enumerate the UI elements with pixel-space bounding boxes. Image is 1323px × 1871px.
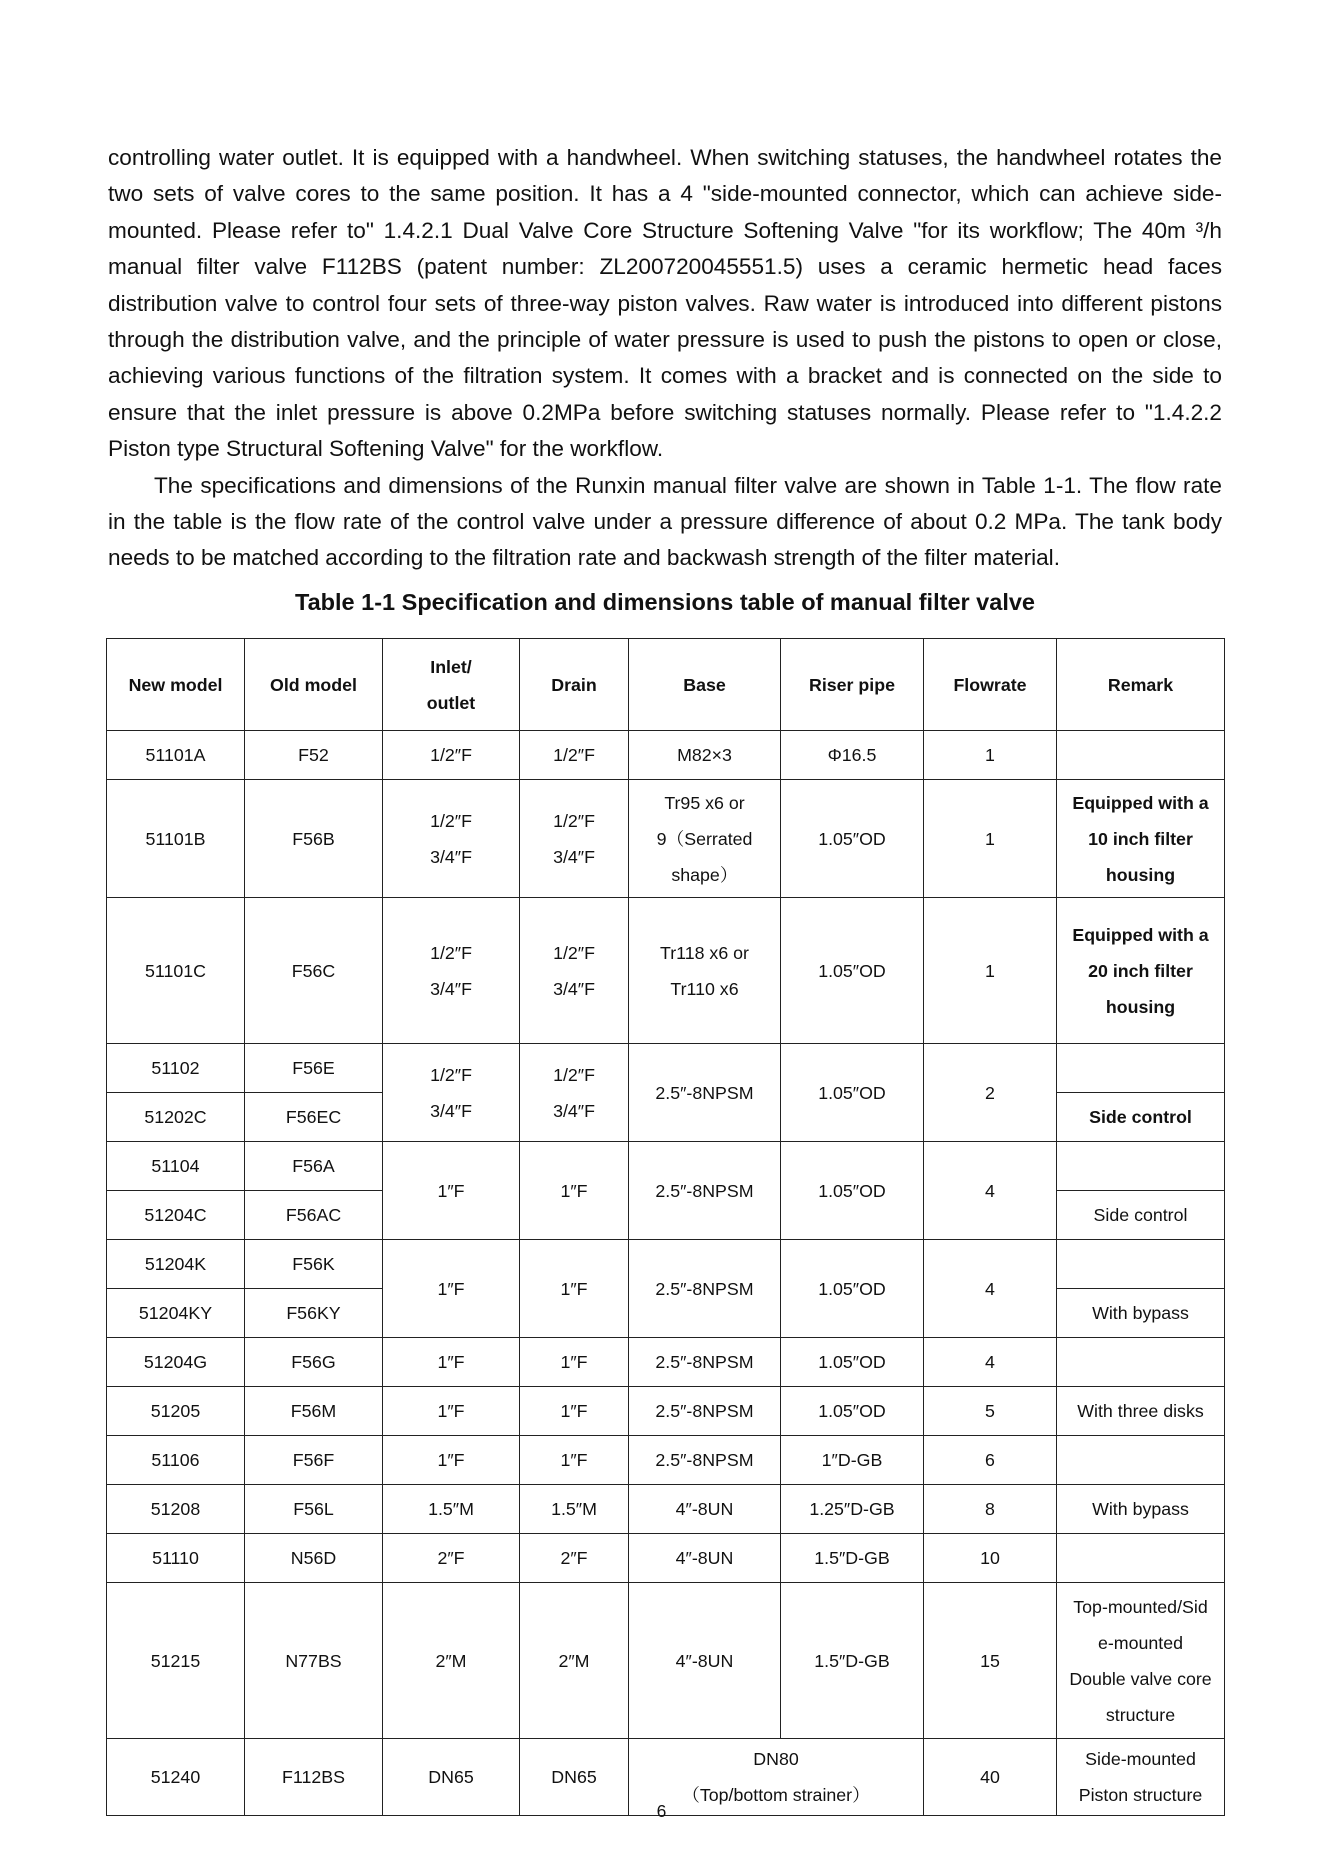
cell-flowrate: 10: [924, 1534, 1057, 1583]
cell-base: 2.5″-8NPSM: [629, 1338, 781, 1387]
cell-old-model: F56A: [245, 1142, 383, 1191]
cell-flowrate: 8: [924, 1485, 1057, 1534]
cell-remark: With bypass: [1057, 1289, 1225, 1338]
cell-old-model: F56K: [245, 1240, 383, 1289]
table-row: [107, 780, 1225, 898]
cell-riser: 1.05″OD: [781, 1338, 924, 1387]
cell-drain: 2″M: [520, 1583, 629, 1739]
cell-new-model: 51204K: [107, 1240, 245, 1289]
table-row: [107, 731, 1225, 780]
paragraph-1: controlling water outlet. It is equipped with a handwheel. When switching statuses, the handwheel rotates the two sets of valve cores to the same position. It has a 4 "side-mounted connector, which can achieve side-mounted. Please refer to" 1.4.2.1 Dual Valve Core Structure Softening Valve "for its workflow; The 40m ³/h manual filter valve F112BS (patent number: ZL200720045551.5) uses a ceramic hermetic head faces distribution valve to control four sets of three-way piston valves. Raw water is introduced into different pistons through the distribution valve, and the principle of water pressure is used to push the pistons to open or close, achieving various functions of the filtration system. It comes with a bracket and is connected on the side to ensure that the inlet pressure is above 0.2MPa before switching statuses normally. Please refer to "1.4.2.2 Piston type Structural Softening Valve" for the workflow.: [108, 145, 1222, 462]
cell-riser: 1.05″OD: [781, 1044, 924, 1142]
cell-drain: 1″F: [520, 1240, 629, 1338]
cell-inlet: 2″F: [383, 1534, 520, 1583]
cell-flowrate: 4: [924, 1240, 1057, 1338]
spec-table: [106, 638, 1225, 1816]
table-row: [107, 1142, 1225, 1191]
cell-old-model: F56F: [245, 1436, 383, 1485]
cell-base: 2.5″-8NPSM: [629, 1142, 781, 1240]
cell-drain: 1/2″F 3/4″F: [520, 780, 629, 898]
cell-old-model: F56KY: [245, 1289, 383, 1338]
cell-new-model: 51205: [107, 1387, 245, 1436]
cell-base: 2.5″-8NPSM: [629, 1387, 781, 1436]
cell-old-model: F56AC: [245, 1191, 383, 1240]
cell-riser: Φ16.5: [781, 731, 924, 780]
cell-flowrate: 1: [924, 731, 1057, 780]
cell-remark: With bypass: [1057, 1485, 1225, 1534]
cell-inlet: 1″F: [383, 1240, 520, 1338]
cell-flowrate: 1: [924, 898, 1057, 1044]
cell-remark: [1057, 1044, 1225, 1093]
cell-drain: 1.5″M: [520, 1485, 629, 1534]
cell-riser: 1.05″OD: [781, 898, 924, 1044]
cell-remark: Side control: [1057, 1093, 1225, 1142]
header-base: Base: [629, 639, 781, 731]
cell-remark: With three disks: [1057, 1387, 1225, 1436]
cell-base: 4″-8UN: [629, 1534, 781, 1583]
cell-new-model: 51208: [107, 1485, 245, 1534]
cell-old-model: F56L: [245, 1485, 383, 1534]
cell-drain: 1/2″F 3/4″F: [520, 1044, 629, 1142]
cell-remark: Equipped with a 20 inch filter housing: [1057, 898, 1225, 1044]
cell-remark: [1057, 1534, 1225, 1583]
cell-remark: Side-mounted Piston structure: [1057, 1739, 1225, 1816]
cell-riser: 1.25″D-GB: [781, 1485, 924, 1534]
cell-flowrate: 1: [924, 780, 1057, 898]
cell-new-model: 51204G: [107, 1338, 245, 1387]
cell-base: Tr95 x6 or 9（Serrated shape）: [629, 780, 781, 898]
cell-inlet: 1.5″M: [383, 1485, 520, 1534]
cell-drain: DN65: [520, 1739, 629, 1816]
cell-riser: 1.05″OD: [781, 780, 924, 898]
cell-new-model: 51101B: [107, 780, 245, 898]
cell-remark: Equipped with a 10 inch filter housing: [1057, 780, 1225, 898]
table-row: [107, 1044, 1225, 1093]
cell-inlet: 1″F: [383, 1142, 520, 1240]
table-row: [107, 1534, 1225, 1583]
cell-old-model: N56D: [245, 1534, 383, 1583]
cell-new-model: 51204C: [107, 1191, 245, 1240]
cell-drain: 1/2″F: [520, 731, 629, 780]
cell-inlet: 1″F: [383, 1338, 520, 1387]
cell-inlet: 1″F: [383, 1387, 520, 1436]
cell-inlet: 1/2″F 3/4″F: [383, 898, 520, 1044]
cell-new-model: 51215: [107, 1583, 245, 1739]
cell-old-model: F56C: [245, 898, 383, 1044]
cell-old-model: F56M: [245, 1387, 383, 1436]
cell-remark: [1057, 1142, 1225, 1191]
cell-drain: 2″F: [520, 1534, 629, 1583]
header-old-model: Old model: [245, 639, 383, 731]
header-flowrate: Flowrate: [924, 639, 1057, 731]
cell-base: 2.5″-8NPSM: [629, 1436, 781, 1485]
page-body: [108, 140, 1222, 623]
table-row: [107, 1387, 1225, 1436]
cell-new-model: 51106: [107, 1436, 245, 1485]
table-row: [107, 1338, 1225, 1387]
cell-new-model: 51102: [107, 1044, 245, 1093]
cell-inlet: 2″M: [383, 1583, 520, 1739]
header-new-model: New model: [107, 639, 245, 731]
cell-remark: Side control: [1057, 1191, 1225, 1240]
cell-flowrate: 4: [924, 1142, 1057, 1240]
table-row: [107, 1583, 1225, 1739]
table-row: [107, 1240, 1225, 1289]
header-inlet-outlet: Inlet/ outlet: [383, 639, 520, 731]
table-header-row: [107, 639, 1225, 731]
cell-flowrate: 2: [924, 1044, 1057, 1142]
cell-old-model: F56G: [245, 1338, 383, 1387]
cell-inlet: DN65: [383, 1739, 520, 1816]
table-row: [107, 898, 1225, 1044]
cell-drain: 1″F: [520, 1436, 629, 1485]
cell-base: 4″-8UN: [629, 1583, 781, 1739]
table-row: [107, 1485, 1225, 1534]
cell-remark: [1057, 1240, 1225, 1289]
cell-old-model: F56E: [245, 1044, 383, 1093]
header-riser-pipe: Riser pipe: [781, 639, 924, 731]
cell-drain: 1″F: [520, 1142, 629, 1240]
cell-riser: 1.05″OD: [781, 1240, 924, 1338]
header-remark: Remark: [1057, 639, 1225, 731]
cell-riser: 1″D-GB: [781, 1436, 924, 1485]
cell-inlet: 1/2″F 3/4″F: [383, 780, 520, 898]
cell-remark: [1057, 1338, 1225, 1387]
cell-old-model: F52: [245, 731, 383, 780]
cell-base-riser: DN80 （Top/bottom strainer）: [629, 1739, 924, 1816]
table-caption: Table 1-1 Specification and dimensions table of manual filter valve: [294, 588, 1035, 615]
cell-new-model: 51101A: [107, 731, 245, 780]
cell-base: Tr118 x6 or Tr110 x6: [629, 898, 781, 1044]
cell-new-model: 51202C: [107, 1093, 245, 1142]
cell-drain: 1″F: [520, 1338, 629, 1387]
table-row: [107, 1436, 1225, 1485]
cell-riser: 1.5″D-GB: [781, 1534, 924, 1583]
cell-drain: 1″F: [520, 1387, 629, 1436]
cell-old-model: F56EC: [245, 1093, 383, 1142]
cell-riser: 1.05″OD: [781, 1387, 924, 1436]
cell-inlet: 1/2″F 3/4″F: [383, 1044, 520, 1142]
cell-remark: [1057, 1436, 1225, 1485]
cell-inlet: 1/2″F: [383, 731, 520, 780]
cell-drain: 1/2″F 3/4″F: [520, 898, 629, 1044]
cell-base: M82×3: [629, 731, 781, 780]
cell-old-model: F56B: [245, 780, 383, 898]
cell-riser: 1.05″OD: [781, 1142, 924, 1240]
page-number: 6: [656, 1801, 667, 1821]
paragraph-2: The specifications and dimensions of the Runxin manual filter valve are shown in Table 1-1. The flow rate in the table is the flow rate of the control valve under a pressure difference of about 0.2 MPa. The tank body needs to be matched according to the filtration rate and backwash strength of the filter material.: [108, 472, 1222, 571]
header-drain: Drain: [520, 639, 629, 731]
cell-base: 2.5″-8NPSM: [629, 1044, 781, 1142]
cell-flowrate: 4: [924, 1338, 1057, 1387]
cell-new-model: 51104: [107, 1142, 245, 1191]
cell-inlet: 1″F: [383, 1436, 520, 1485]
cell-flowrate: 6: [924, 1436, 1057, 1485]
cell-old-model: N77BS: [245, 1583, 383, 1739]
cell-flowrate: 5: [924, 1387, 1057, 1436]
cell-base: 2.5″-8NPSM: [629, 1240, 781, 1338]
cell-new-model: 51240: [107, 1739, 245, 1816]
cell-remark: Top-mounted/Sid e-mounted Double valve core structure: [1057, 1583, 1225, 1739]
cell-flowrate: 15: [924, 1583, 1057, 1739]
cell-base: 4″-8UN: [629, 1485, 781, 1534]
cell-riser: 1.5″D-GB: [781, 1583, 924, 1739]
cell-new-model: 51110: [107, 1534, 245, 1583]
cell-old-model: F112BS: [245, 1739, 383, 1816]
cell-flowrate: 40: [924, 1739, 1057, 1816]
cell-new-model: 51101C: [107, 898, 245, 1044]
cell-new-model: 51204KY: [107, 1289, 245, 1338]
cell-remark: [1057, 731, 1225, 780]
